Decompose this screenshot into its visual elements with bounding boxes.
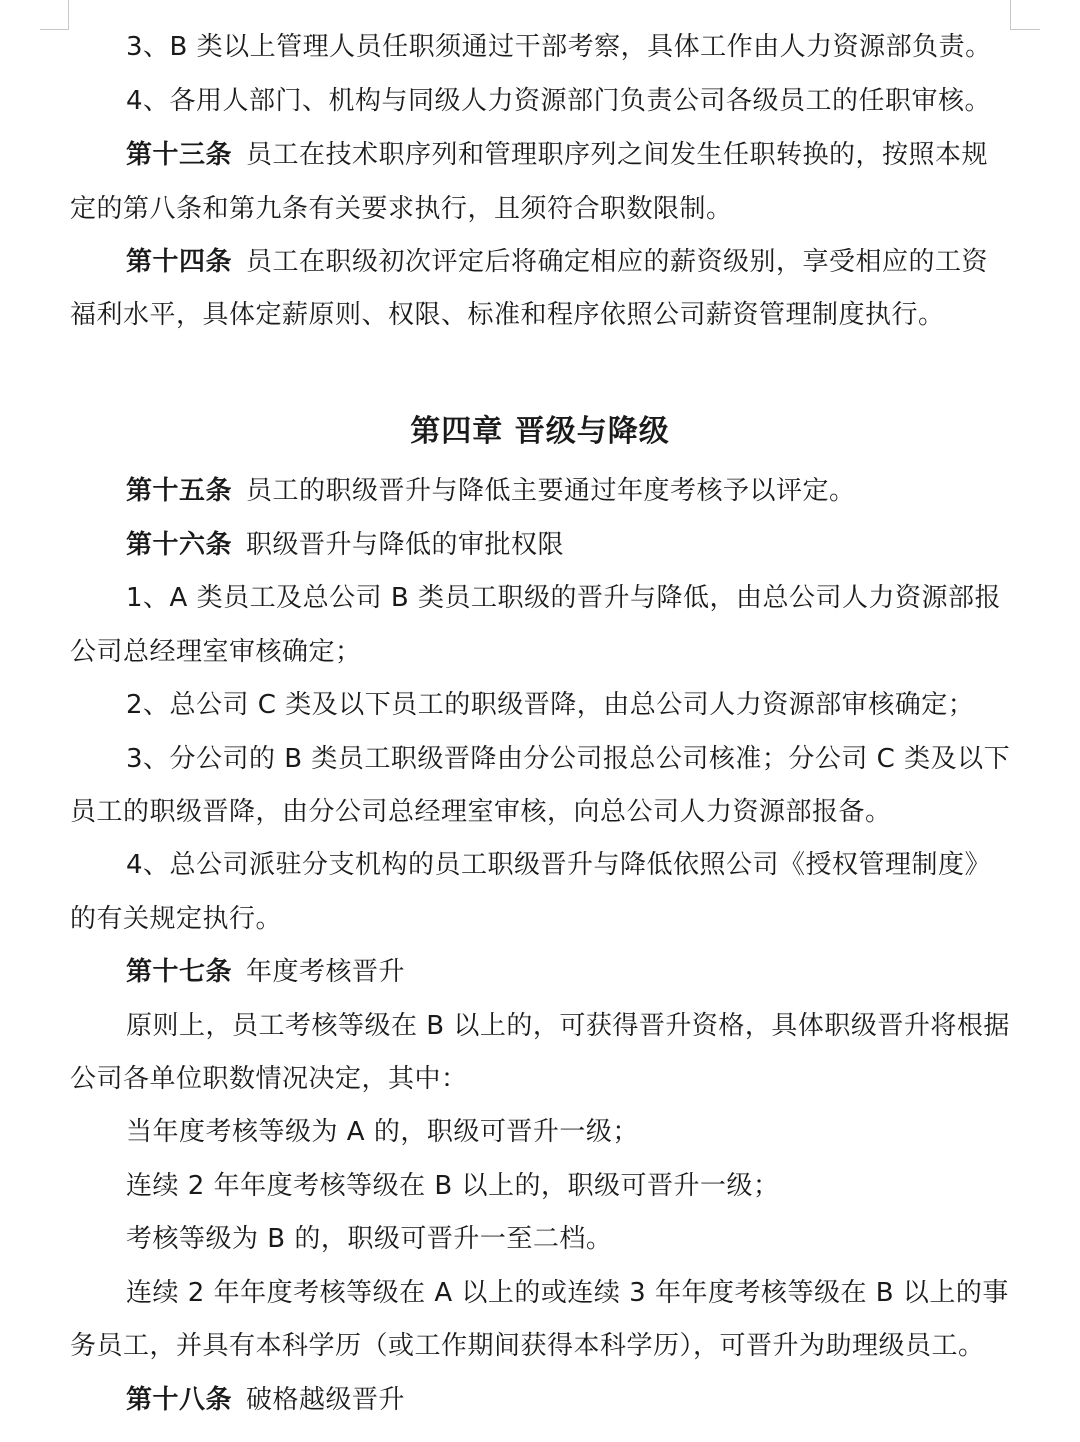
- article-14-label: 第十四条: [126, 247, 233, 277]
- clause-16-4-line-2: 的有关规定执行。: [70, 904, 283, 934]
- article-17-para-line-2: 公司各单位职数情况决定，其中：: [70, 1064, 468, 1094]
- clause-16-3-line-2: 员工的职级晋降，由分公司总经理室审核，向总公司人力资源部报备。: [70, 797, 892, 827]
- article-17-assistant-line-1: 连续 2 年年度考核等级在 A 以上的或连续 3 年年度考核等级在 B 以上的事: [126, 1278, 1009, 1308]
- clause-16-1-line-1: 1、A 类员工及总公司 B 类员工职级的晋升与降低，由总公司人力资源部报: [126, 583, 1001, 613]
- crop-mark-top-right-vertical: [1010, 0, 1011, 30]
- clause-16-3-line-1: 3、分公司的 B 类员工职级晋降由分公司报总公司核准；分公司 C 类及以下: [126, 744, 1011, 774]
- clause-16-4-line-1: 4、总公司派驻分支机构的员工职级晋升与降低依照公司《授权管理制度》: [126, 850, 992, 880]
- clause-12-4: 4、各用人部门、机构与同级人力资源部门负责公司各级员工的任职审核。: [126, 86, 992, 116]
- article-17-label: 第十七条: [126, 957, 233, 987]
- article-14-line-2: 福利水平，具体定薪原则、权限、标准和程序依照公司薪资管理制度执行。: [70, 300, 945, 330]
- article-15: 第十五条 员工的职级晋升与降低主要通过年度考核予以评定。: [126, 476, 856, 506]
- article-13-line-2: 定的第八条和第九条有关要求执行，且须符合职数限制。: [70, 194, 733, 224]
- chapter-heading: 第四章 晋级与降级: [410, 414, 670, 449]
- article-16-label: 第十六条: [126, 530, 233, 560]
- article-17: 第十七条 年度考核晋升: [126, 957, 406, 987]
- article-17-assistant-line-2: 务员工，并具有本科学历（或工作期间获得本科学历），可晋升为助理级员工。: [70, 1331, 985, 1361]
- article-14-line-1: 第十四条 员工在职级初次评定后将确定相应的薪资级别，享受相应的工资: [126, 247, 989, 277]
- article-15-label: 第十五条: [126, 476, 233, 506]
- article-13-label: 第十三条: [126, 140, 233, 170]
- clause-16-2: 2、总公司 C 类及以下员工的职级晋降，由总公司人力资源部审核确定；: [126, 690, 975, 720]
- article-17-item-b: 考核等级为 B 的，职级可晋升一至二档。: [126, 1224, 613, 1254]
- article-13-line-1: 第十三条 员工在技术职序列和管理职序列之间发生任职转换的，按照本规: [126, 140, 989, 170]
- crop-mark-top-left-horizontal: [40, 29, 69, 30]
- article-17-item-a: 当年度考核等级为 A 的，职级可晋升一级；: [126, 1117, 639, 1147]
- article-18-label: 第十八条: [126, 1385, 233, 1415]
- clause-16-1-line-2: 公司总经理室审核确定；: [70, 637, 362, 667]
- article-18: 第十八条 破格越级晋升: [126, 1385, 406, 1415]
- article-17-item-b-consecutive: 连续 2 年年度考核等级在 B 以上的，职级可晋升一级；: [126, 1171, 780, 1201]
- article-16: 第十六条 职级晋升与降低的审批权限: [126, 530, 565, 560]
- crop-mark-top-left-vertical: [68, 0, 69, 30]
- clause-12-3: 3、B 类以上管理人员任职须通过干部考察，具体工作由人力资源部负责。: [126, 32, 992, 62]
- article-17-para-line-1: 原则上，员工考核等级在 B 以上的，可获得晋升资格，具体职级晋升将根据: [126, 1011, 1010, 1041]
